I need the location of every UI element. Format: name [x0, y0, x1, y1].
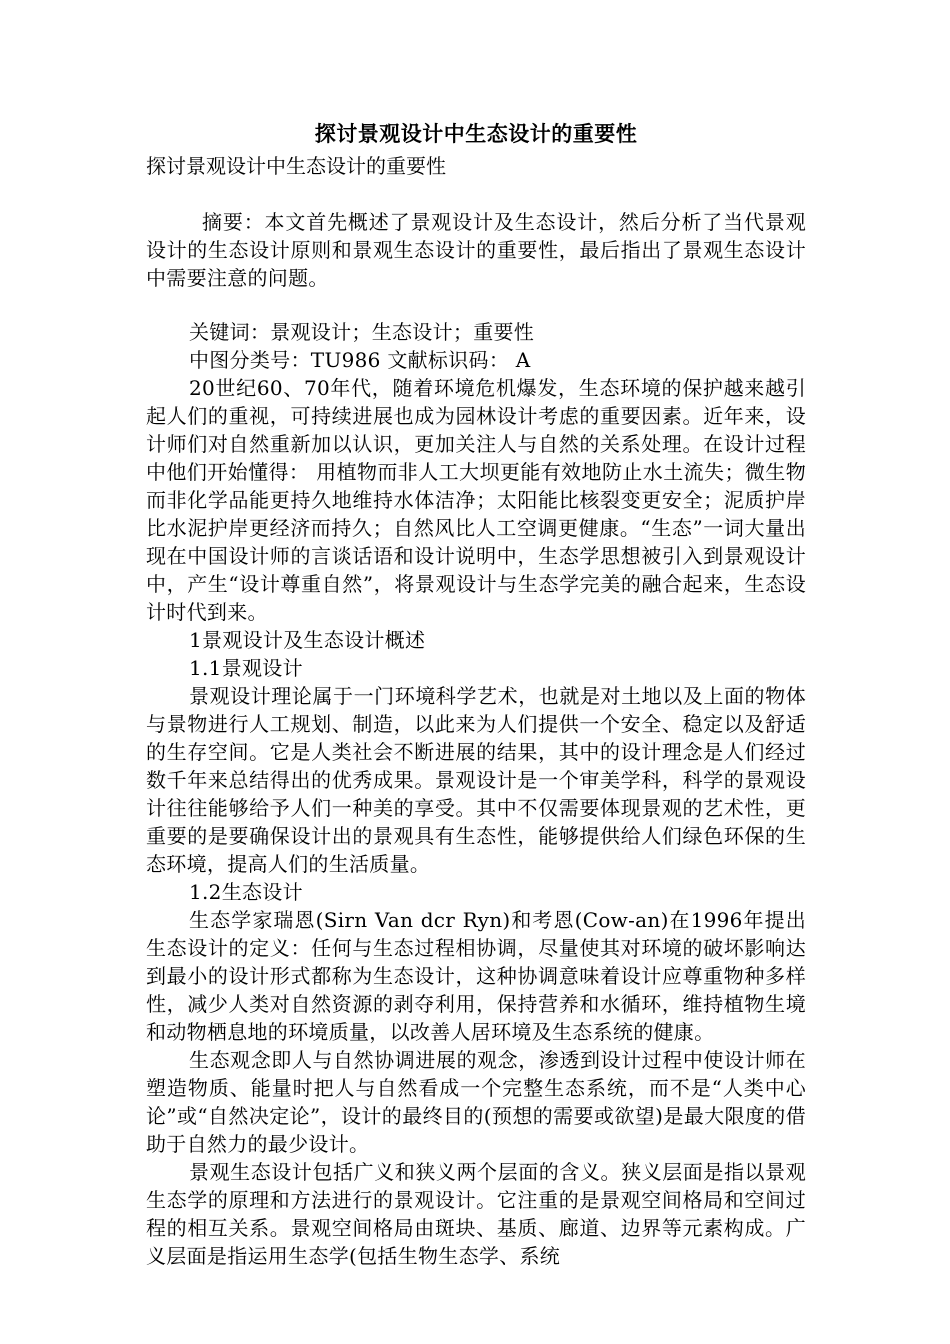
section-heading-1: 1景观设计及生态设计概述 — [189, 628, 426, 652]
document-title: 探讨景观设计中生态设计的重要性 — [314, 121, 638, 146]
abstract-paragraph: 摘要：本文首先概述了景观设计及生态设计，然后分析了当代景观设计的生态设计原则和景观生态设计的重要性，最后指出了景观生态设计中需要注意的问题。 — [146, 210, 806, 290]
section-heading-1-1: 1.1景观设计 — [189, 656, 303, 680]
section-heading-1-2: 1.2生态设计 — [189, 880, 303, 904]
paragraph-landscape-design: 景观设计理论属于一门环境科学艺术，也就是对土地以及上面的物体与景物进行人工规划、制造，以此来为人们提供一个安全、稳定以及舒适的生存空间。它是人类社会不断进展的结果，其中的设计理念是人们经过数千年来总结得出的优秀成果。景观设计是一个审美学科，科学的景观设计往往能够给予人们一种美的享受。其中不仅需要体现景观的艺术性，更重要的是要确保设计出的景观具有生态性，能够提供给人们绿色环保的生态环境，提高人们的生活质量。 — [146, 684, 806, 876]
intro-paragraph: 20世纪60、70年代，随着环境危机爆发，生态环境的保护越来越引起人们的重视，可持续进展也成为园林设计考虑的重要因素。近年来，设计师们对自然重新加以认识，更加关注人与自然的关系处理。在设计过程中他们开始懂得： 用植物而非人工大坝更能有效地防止水土流失；微生物而非化学品能更持久地维持水体洁净；太阳能比核裂变更安全；泥质护岸比水泥护岸更经济而持久；自然风比人工空调更健康。“生态”一词大量出现在中国设计师的言谈话语和设计说明中，生态学思想被引入到景观设计中，产生“设计尊重自然”，将景观设计与生态学完美的融合起来，生态设计时代到来。 — [146, 376, 806, 624]
spacer — [146, 292, 806, 318]
document-subtitle: 探讨景观设计中生态设计的重要性 — [146, 154, 446, 178]
paragraph-landscape-eco-design: 景观生态设计包括广义和狭义两个层面的含义。狭义层面是指以景观生态学的原理和方法进行的景观设计。它注重的是景观空间格局和空间过程的相互关系。景观空间格局由斑块、基质、廊道、边界等元素构成。广义层面是指运用生态学(包括生物生态学、系统 — [146, 1160, 806, 1268]
paragraph-eco-design-definition: 生态学家瑞恩(Sirn Van dcr Ryn)和考恩(Cow-an)在1996年提出生态设计的定义：任何与生态过程相协调，尽量使其对环境的破坏影响达到最小的设计形式都称为生态设计，这种协调意味着设计应尊重物种多样性，减少人类对自然资源的剥夺利用，保持营养和水循环，维持植物生境和动物栖息地的环境质量，以改善人居环境及生态系统的健康。 — [146, 908, 806, 1044]
classification-line: 中图分类号：TU986 文献标识码： A — [189, 348, 531, 372]
keywords-line: 关键词：景观设计；生态设计；重要性 — [189, 320, 535, 344]
paragraph-eco-concept: 生态观念即人与自然协调进展的观念，渗透到设计过程中使设计师在塑造物质、能量时把人与自然看成一个完整生态系统，而不是“人类中心论”或“自然决定论”，设计的最终目的(预想的需要或欲望)是最大限度的借助于自然力的最少设计。 — [146, 1048, 806, 1156]
document-page — [146, 118, 806, 1270]
spacer — [146, 182, 806, 208]
